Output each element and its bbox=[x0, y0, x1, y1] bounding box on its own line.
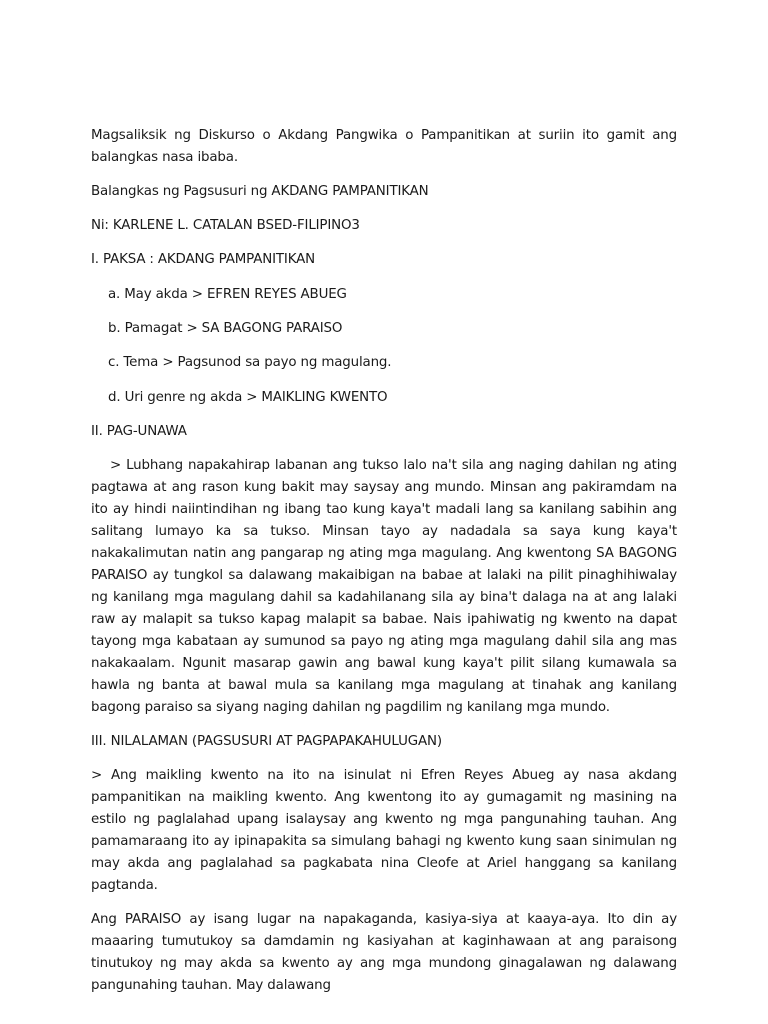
section-3-heading: III. NILALAMAN (PAGSUSURI AT PAGPAPAKAHULUGAN) bbox=[91, 734, 442, 749]
outline-title: Balangkas ng Pagsusuri ng AKDANG PAMPANITIKAN bbox=[91, 184, 429, 199]
document-page bbox=[91, 125, 677, 997]
section-3-body-2: Ang PARAISO ay isang lugar na napakaganda, kasiya-siya at kaaya-aya. Ito din ay maaaring tumutukoy sa damdamin ng kasiyahan at kaginhawaan at ang paraisong tinutukoy ng may akda sa kwento ay ang mga mundong ginagalawan ng dalawang pangunahing tauhan. May dalawang bbox=[91, 912, 677, 993]
section-1-item-genre: d. Uri genre ng akda > MAIKLING KWENTO bbox=[108, 390, 388, 405]
section-1-item-author: a. May akda > EFREN REYES ABUEG bbox=[108, 287, 347, 302]
section-3-body-1: > Ang maikling kwento na ito na isinulat ni Efren Reyes Abueg ay nasa akdang pampanitikan na maikling kwento. Ang kwentong ito ay gumagamit ng masining na estilo ng paglalahad upang isalaysay ang kwento ng mga pangunahing tauhan. Ang pamamaraang ito ay ipinapakita sa simulang bahagi ng kwento kung saan sinimulan ng may akda ang paglalahad sa pagkabata nina Cleofe at Ariel hanggang sa kanilang pagtanda. bbox=[91, 768, 677, 893]
section-1-heading: I. PAKSA : AKDANG PAMPANITIKAN bbox=[91, 252, 316, 267]
section-1-item-theme: c. Tema > Pagsunod sa payo ng magulang. bbox=[108, 355, 392, 370]
section-2-heading: II. PAG-UNAWA bbox=[91, 424, 187, 439]
section-1-item-title: b. Pamagat > SA BAGONG PARAISO bbox=[108, 321, 343, 336]
intro-paragraph: Magsaliksik ng Diskurso o Akdang Pangwika o Pampanitikan at suriin ito gamit ang balangkas nasa ibaba. bbox=[91, 128, 677, 165]
author-line: Ni: KARLENE L. CATALAN BSED-FILIPINO3 bbox=[91, 218, 360, 233]
section-2-body: > Lubhang napakahirap labanan ang tukso lalo na't sila ang naging dahilan ng ating pagtawa at ang rason kung bakit may saysay ang mundo. Minsan ang pakiramdam na ito ay hindi naiintindihan ng ibang tao kung kaya't madali lang sa kanilang sabihin ang salitang lumayo ka sa tukso. Minsan tayo ay nadadala sa saya kung kaya't nakakalimutan natin ang pangarap ng ating mga magulang. Ang kwentong SA BAGONG PARAISO ay tungkol sa dalawang makaibigan na babae at lalaki na pilit pinaghihiwalay ng kanilang mga magulang dahil sa kadahilanang sila ay bina't dalaga na at ang lalaki raw ay malapit sa tukso kapag malapit sa babae. Nais ipahiwatig ng kwento na dapat tayong mga kabataan ay sumunod sa payo ng ating mga magulang dahil sila ang mas nakakaalam. Ngunit masarap gawin ang bawal kung kaya't pilit silang kumawala sa hawla ng banta at bawal mula sa kanilang mga magulang at tinahak ang kanilang bagong paraiso sa siyang naging dahilan ng pagdilim ng kanilang mga mundo. bbox=[91, 458, 677, 715]
